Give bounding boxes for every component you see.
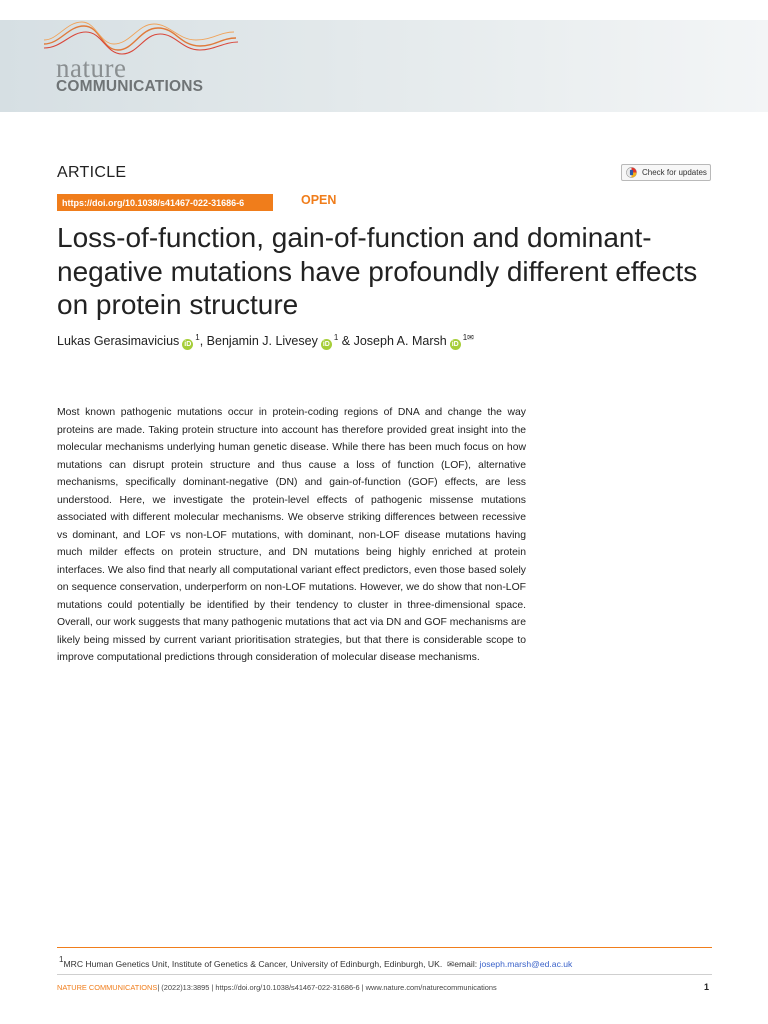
author-affiliation-mark: 1 (333, 333, 339, 342)
email-prefix: ✉email: (447, 959, 480, 969)
logo-nature-text: nature (56, 53, 127, 83)
author-name[interactable]: Joseph A. Marsh (353, 334, 447, 348)
abstract-text: Most known pathogenic mutations occur in protein-coding regions of DNA and change the way proteins are made. Taking protein structure into account has therefore provided great insight into the molecular mechanisms underlying human genetic disease. While there has been much focus on how mutations can disrupt protein structure and thus cause a loss of function (LOF), alternative mechanisms, specifically dominant-negative (DN) and gain-of-function (GOF) effects, are less understood. Here, we investigate the protein-level effects of pathogenic missense mutations associated with different molecular mechanisms. We observe striking differences between recessive vs dominant, and LOF vs non-LOF mutations, with dominant, non-LOF disease mutations having much milder effects on protein structure, and DN mutations being highly enriched at protein interfaces. We also find that nearly all computational variant effect predictors, even those based solely on sequence conservation, underperform on non-LOF mutations. However, we do show that non-LOF mutations could potentially be identified by their tendency to cluster in three-dimensional space. Overall, our work suggests that many pathogenic mutations that act via DN and GOF mechanisms are likely being missed by current variant prioritisation strategies, but that there is considerable scope to improve computational predictions through consideration of molecular disease mechanisms. (57, 407, 526, 663)
journal-logo[interactable] (40, 20, 270, 112)
crossmark-icon (626, 167, 637, 178)
doi-link[interactable]: https://doi.org/10.1038/s41467-022-31686-6 (57, 194, 273, 211)
footer-citation-text: | (2022)13:3895 | https://doi.org/10.1038/s41467-022-31686-6 | www.nature.com/naturecommunications (157, 983, 497, 992)
logo-communications-text: COMMUNICATIONS (56, 78, 204, 95)
affiliation-text: MRC Human Genetics Unit, Institute of Genetics & Cancer, University of Edinburgh, Edinburgh, UK. (63, 959, 443, 969)
footer-citation (57, 983, 497, 992)
author-affiliation-mark: 1 (195, 333, 200, 342)
check-for-updates-label: Check for updates (642, 168, 707, 177)
orcid-icon[interactable]: iD (451, 341, 459, 348)
orcid-icon[interactable]: iD (322, 341, 330, 348)
check-for-updates-button[interactable] (621, 164, 711, 181)
affiliation-sup: 1 (59, 955, 64, 964)
author-list (57, 333, 474, 350)
author-affiliation-mark: 1✉ (462, 333, 474, 342)
author-separator: , (199, 334, 207, 348)
open-access-label: OPEN (301, 193, 337, 207)
orcid-icon[interactable]: iD (184, 341, 192, 348)
author-separator: & (338, 334, 354, 348)
page-number: 1 (704, 982, 710, 992)
footer-divider (57, 947, 712, 948)
affiliation-note (57, 955, 572, 970)
footer-journal-name[interactable]: NATURE COMMUNICATIONS (57, 983, 158, 992)
email-link[interactable]: joseph.marsh@ed.ac.uk (479, 959, 573, 969)
author-name[interactable]: Lukas Gerasimavicius (57, 334, 180, 348)
article-type-label: ARTICLE (57, 164, 127, 181)
article-title: Loss-of-function, gain-of-function and dominant-negative mutations have profoundly different effects on protein structure (57, 222, 698, 320)
footer-divider-gray (57, 974, 712, 975)
author-name[interactable]: Benjamin J. Livesey (206, 334, 318, 348)
